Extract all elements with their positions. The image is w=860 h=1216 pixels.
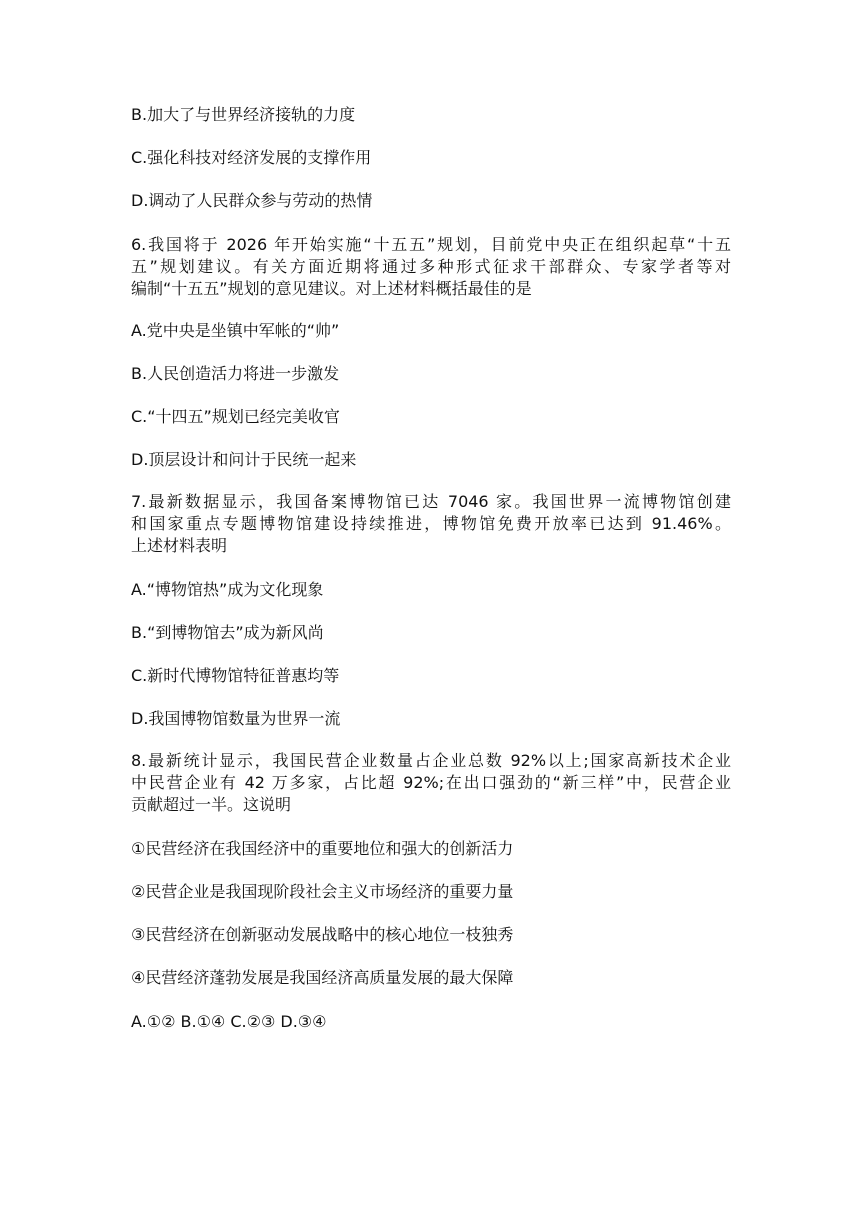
q8-stem-line: 贡献超过一半。这说明 [131,795,292,814]
q7-option-b: B.“到博物馆去”成为新风尚 [131,623,324,642]
q6-option-a: A.党中央是坐镇中军帐的“帅” [131,321,340,340]
q7-stem-line: 上述材料表明 [131,536,228,555]
q8-stem-line: 中民营企业有 42 万多家，占比超 92%;在出口强劲的“新三样”中，民营企业 [131,773,731,792]
q6-option-d: D.顶层设计和问计于民统一起来 [131,450,357,469]
q6-stem [131,234,731,300]
q5-option-b: B.加大了与世界经济接轨的力度 [131,105,356,124]
q7-option-a: A.“博物馆热”成为文化现象 [131,580,324,599]
q8-stem-line: 8.最新统计显示，我国民营企业数量占企业总数 92%以上;国家高新技术企业 [131,751,731,770]
q8-statement-4: ④民营经济蓬勃发展是我国经济高质量发展的最大保障 [131,968,514,987]
q5-option-d: D.调动了人民群众参与劳动的热情 [131,191,373,210]
q7-option-c: C.新时代博物馆特征普惠均等 [131,666,340,685]
q8-statement-1: ①民营经济在我国经济中的重要地位和强大的创新活力 [131,839,514,858]
q8-statement-2: ②民营企业是我国现阶段社会主义市场经济的重要力量 [131,882,514,901]
q7-stem-line: 7.最新数据显示，我国备案博物馆已达 7046 家。我国世界一流博物馆创建 [131,492,731,511]
q6-stem-line: 编制“十五五”规划的意见建议。对上述材料概括最佳的是 [131,279,532,298]
q6-option-c: C.“十四五”规划已经完美收官 [131,407,340,426]
q6-stem-line: 6.我国将于 2026 年开始实施“十五五”规划，目前党中央正在组织起草“十五 [131,235,731,254]
q7-stem [131,491,731,557]
q6-stem-line: 五”规划建议。有关方面近期将通过多种形式征求干部群众、专家学者等对 [131,257,731,276]
q8-choices: A.①② B.①④ C.②③ D.③④ [131,1012,327,1031]
q7-option-d: D.我国博物馆数量为世界一流 [131,709,341,728]
q5-option-c: C.强化科技对经济发展的支撑作用 [131,148,372,167]
q7-stem-line: 和国家重点专题博物馆建设持续推进，博物馆免费开放率已达到 91.46%。 [131,514,731,533]
q6-option-b: B.人民创造活力将进一步激发 [131,364,340,383]
q8-statement-3: ③民营经济在创新驱动发展战略中的核心地位一枝独秀 [131,925,514,944]
q8-stem [131,750,731,816]
